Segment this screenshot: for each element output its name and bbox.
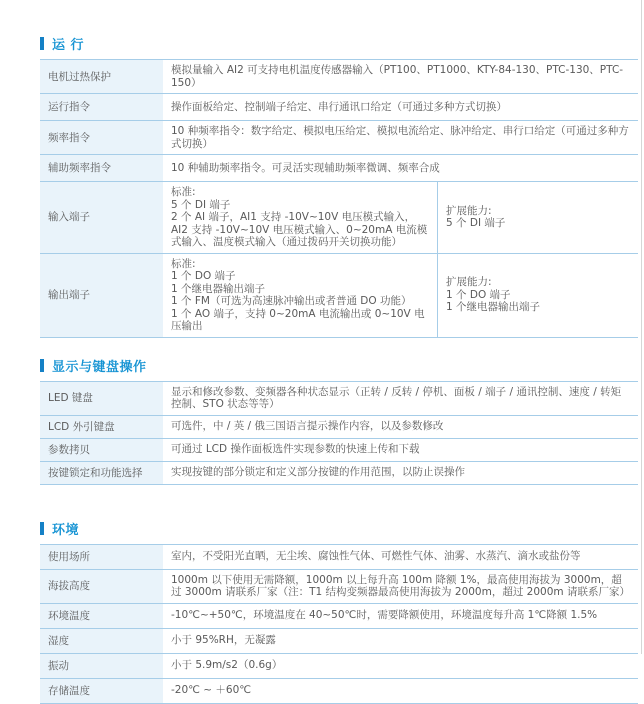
row-value [163,570,638,603]
section-title: 环境 [52,522,80,538]
section-header [40,36,638,51]
value-line: 1000m 以下使用无需降额，1000m 以上每升高 100m 降额 1%，最高使用海拔为 3000m，超过 3000m 请联系厂家（注：T1 结构变频器最高使用海拔为 2000m，超过 2000m 请联系厂家） [171,573,630,598]
table-row [40,570,638,604]
page-right-edge [641,0,642,654]
section-title: 显示与键盘操作 [52,359,147,375]
value-line: 1 个 AO 端子，支持 0~20mA 电流输出或 0~10V 电压输出 [171,307,425,332]
row-label: 存储温度 [40,679,163,703]
table-row [40,679,638,704]
value-line: 10 种频率指令：数字给定、模拟电压给定、模拟电流给定、脉冲给定、串行口给定（可通过多种方式切换） [171,125,629,150]
value-line: 扩展能力: [446,276,492,289]
section-operation [40,36,638,338]
value-line: 操作面板给定、控制端子给定、串行通讯口给定（可通过多种方式切换） [171,100,507,113]
table-row-output-terminals [40,254,638,338]
row-value [163,60,638,93]
table-row [40,629,638,654]
row-label: 环境温度 [40,604,163,628]
row-label: LED 键盘 [40,382,163,415]
table-row [40,462,638,485]
spec-table-operation [40,59,638,338]
value-line: 可通过 LCD 操作面板选件实现参数的快速上传和下载 [171,443,420,456]
row-value [163,182,638,253]
row-value [163,439,638,461]
standard-subcell [163,182,437,253]
value-line: -20℃ ~ ＋60℃ [171,684,252,697]
spec-table-display [40,381,638,485]
value-line: 1 个 DO 端子 [171,270,236,282]
value-line: 扩展能力: [446,204,492,217]
row-label: 振动 [40,654,163,678]
value-line: 标准: [171,257,196,270]
value-line: -10℃~+50℃，环境温度在 40~50℃时，需要降额使用，环境温度每升高 1℃降额 1.5% [171,609,598,622]
section-environment [40,521,638,704]
value-line: 2 个 AI 端子，AI1 支持 -10V~10V 电压模式输入，AI2 支持 -10V~10V 电压模式输入、0~20mA 电流模式输入、温度模式输入（通过拨码开关切换功能） [171,211,428,248]
row-label: 频率指令 [40,121,163,154]
value-line: 1 个继电器输出端子 [446,301,541,314]
standard-subcell [163,254,437,337]
row-value [163,416,638,438]
extension-subcell [437,254,638,337]
section-marker-bar [40,359,44,372]
row-value [163,254,638,337]
value-line: 1 个继电器输出端子 [171,282,266,295]
value-line: 小于 95%RH，无凝露 [171,634,276,647]
row-value [163,155,638,181]
table-row [40,382,638,416]
section-title: 运 行 [52,38,85,53]
value-line: 10 种辅助频率指令。可灵活实现辅助频率微调、频率合成 [171,161,440,174]
value-line: 小于 5.9m/s2（0.6g） [171,659,283,672]
section-marker-bar [40,522,44,535]
row-value [163,94,638,120]
table-row [40,94,638,121]
extension-subcell [437,182,638,253]
value-line: 5 个 DI 端子 [446,217,506,230]
value-line: 实现按键的部分锁定和定义部分按键的作用范围，以防止误操作 [171,466,465,479]
value-line: 5 个 DI 端子 [171,198,231,211]
section-marker-bar [40,37,44,50]
row-label: 运行指令 [40,94,163,120]
value-line: 室内，不受阳光直晒，无尘埃、腐蚀性气体、可燃性气体、油雾、水蒸汽、滴水或盐份等 [171,550,581,563]
table-row-input-terminals [40,182,638,254]
row-value [163,679,638,703]
table-row [40,121,638,155]
section-display-keypad [40,358,638,485]
value-line: 显示和修改参数、变频器各种状态显示（正转 / 反转 / 停机、面板 / 端子 / 通讯控制、速度 / 转矩控制、STO 状态等等） [171,385,622,410]
section-header [40,521,638,536]
spec-table-environment [40,544,638,704]
row-label: 参数拷贝 [40,439,163,461]
value-line: 标准: [171,186,196,198]
row-value [163,382,638,415]
row-value [163,121,638,154]
table-row [40,60,638,94]
row-label: 按键锁定和功能选择 [40,462,163,484]
row-label: 使用场所 [40,545,163,569]
row-label: 电机过热保护 [40,60,163,93]
row-label: 湿度 [40,629,163,653]
row-value [163,462,638,484]
table-row [40,416,638,439]
value-line: 1 个 FM（可选为高速脉冲输出或者普通 DO 功能） [171,295,412,307]
row-label: 输出端子 [40,254,163,337]
row-label: 海拔高度 [40,570,163,603]
row-value [163,604,638,628]
row-label: 辅助频率指令 [40,155,163,181]
table-row [40,155,638,182]
value-line: 模拟量输入 AI2 可支持电机温度传感器输入（PT100、PT1000、KTY-84-130、PTC-130、PTC-150） [171,64,624,89]
table-row [40,604,638,629]
row-value [163,654,638,678]
row-value [163,545,638,569]
table-row [40,545,638,570]
table-row [40,439,638,462]
section-header [40,358,638,373]
value-line: 1 个 DO 端子 [446,288,511,301]
table-row [40,654,638,679]
row-label: LCD 外引键盘 [40,416,163,438]
row-label: 输入端子 [40,182,163,253]
row-value [163,629,638,653]
value-line: 可选件，中 / 英 / 俄三国语言提示操作内容，以及参数修改 [171,420,444,433]
